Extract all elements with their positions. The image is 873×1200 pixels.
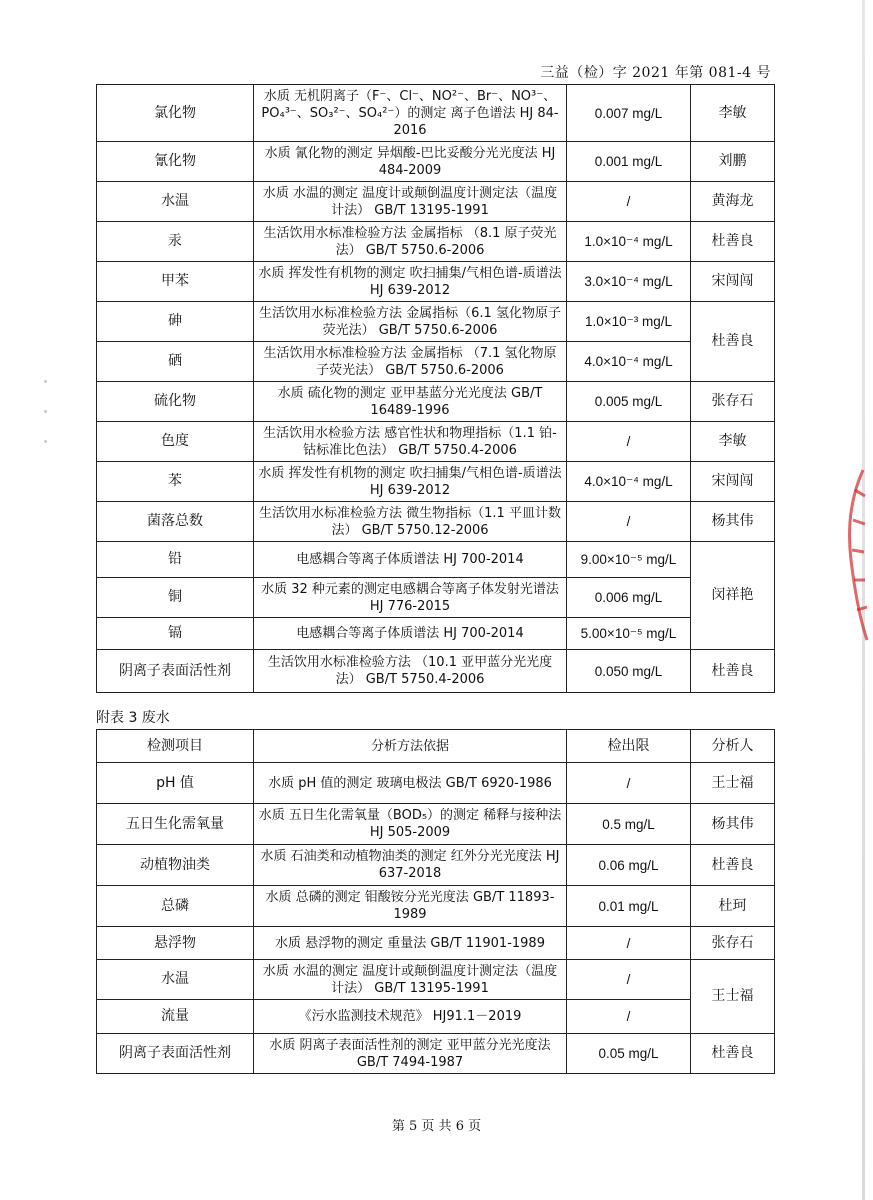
analyst-cell: 杜善良 xyxy=(691,222,775,262)
wastewater-methods-table xyxy=(96,729,775,1074)
method-cell: 水质 氰化物的测定 异烟酸-巴比妥酸分光光度法 HJ 484-2009 xyxy=(254,142,567,182)
limit-cell: 4.0×10⁻⁴ mg/L xyxy=(567,462,691,502)
analyst-cell: 王士福 xyxy=(691,763,775,804)
analyst-cell: 杨其伟 xyxy=(691,804,775,845)
table-row xyxy=(97,578,775,618)
limit-cell: / xyxy=(567,763,691,804)
limit-cell: 9.00×10⁻⁵ mg/L xyxy=(567,542,691,578)
analyst-cell: 宋闯闯 xyxy=(691,262,775,302)
item-cell: 氰化物 xyxy=(97,142,254,182)
table-row xyxy=(97,618,775,650)
item-cell: 镉 xyxy=(97,618,254,650)
method-cell: 水质 无机阴离子（F⁻、Cl⁻、NO²⁻、Br⁻、NO³⁻、PO₄³⁻、SO₃²⁻、SO₄²⁻）的测定 离子色谱法 HJ 84-2016 xyxy=(254,85,567,142)
table-row xyxy=(97,142,775,182)
method-cell: 生活饮用水标准检验方法 （10.1 亚甲蓝分光光度法） GB/T 5750.4-2006 xyxy=(254,650,567,693)
table-row xyxy=(97,222,775,262)
item-cell: 铅 xyxy=(97,542,254,578)
table-row xyxy=(97,502,775,542)
item-cell: 甲苯 xyxy=(97,262,254,302)
analyst-cell: 王士福 xyxy=(691,960,775,1034)
column-header-item: 检测项目 xyxy=(97,730,254,763)
limit-cell: 0.06 mg/L xyxy=(567,845,691,886)
item-cell: 阴离子表面活性剂 xyxy=(97,1034,254,1074)
analyst-cell: 闵祥艳 xyxy=(691,542,775,650)
item-cell: 苯 xyxy=(97,462,254,502)
scan-mark xyxy=(44,410,47,413)
analyst-cell: 黄海龙 xyxy=(691,182,775,222)
analyst-cell: 杜善良 xyxy=(691,650,775,693)
table-row xyxy=(97,763,775,804)
scan-mark xyxy=(44,380,47,383)
method-cell: 水质 石油类和动植物油类的测定 红外分光光度法 HJ 637-2018 xyxy=(254,845,567,886)
limit-cell: 0.006 mg/L xyxy=(567,578,691,618)
method-cell: 水质 32 种元素的测定电感耦合等离子体发射光谱法 HJ 776-2015 xyxy=(254,578,567,618)
analyst-cell: 杜珂 xyxy=(691,886,775,927)
method-cell: 水质 挥发性有机物的测定 吹扫捕集/气相色谱-质谱法 HJ 639-2012 xyxy=(254,462,567,502)
table-row xyxy=(97,886,775,927)
limit-cell: 0.5 mg/L xyxy=(567,804,691,845)
item-cell: 总磷 xyxy=(97,886,254,927)
table-row xyxy=(97,85,775,142)
analyst-cell: 宋闯闯 xyxy=(691,462,775,502)
analyst-cell: 张存石 xyxy=(691,382,775,422)
limit-cell: / xyxy=(567,502,691,542)
method-cell: 水质 总磷的测定 钼酸铵分光光度法 GB/T 11893-1989 xyxy=(254,886,567,927)
method-cell: 生活饮用水标准检验方法 金属指标 （8.1 原子荧光法） GB/T 5750.6-2006 xyxy=(254,222,567,262)
table-row xyxy=(97,927,775,960)
item-cell: 动植物油类 xyxy=(97,845,254,886)
item-cell: 铜 xyxy=(97,578,254,618)
method-cell: 生活饮用水标准检验方法 金属指标（6.1 氢化物原子荧光法） GB/T 5750.6-2006 xyxy=(254,302,567,342)
analyst-cell: 杨其伟 xyxy=(691,502,775,542)
limit-cell: 5.00×10⁻⁵ mg/L xyxy=(567,618,691,650)
limit-cell: 0.01 mg/L xyxy=(567,886,691,927)
table-row xyxy=(97,650,775,693)
section-title-wastewater: 附表 3 废水 xyxy=(96,710,170,726)
item-cell: 色度 xyxy=(97,422,254,462)
limit-cell: 3.0×10⁻⁴ mg/L xyxy=(567,262,691,302)
item-cell: 阴离子表面活性剂 xyxy=(97,650,254,693)
column-header-method: 分析方法依据 xyxy=(254,730,567,763)
item-cell: 砷 xyxy=(97,302,254,342)
limit-cell: / xyxy=(567,1000,691,1034)
item-cell: 水温 xyxy=(97,960,254,1000)
limit-cell: 0.001 mg/L xyxy=(567,142,691,182)
limit-cell: / xyxy=(567,422,691,462)
scan-mark xyxy=(44,440,47,443)
limit-cell: 0.05 mg/L xyxy=(567,1034,691,1074)
table-row xyxy=(97,1034,775,1074)
method-cell: 生活饮用水标准检验方法 金属指标 （7.1 氢化物原子荧光法） GB/T 5750.6-2006 xyxy=(254,342,567,382)
analyst-cell: 李敏 xyxy=(691,85,775,142)
table-row xyxy=(97,262,775,302)
analyst-cell: 张存石 xyxy=(691,927,775,960)
limit-cell: / xyxy=(567,927,691,960)
table-row xyxy=(97,542,775,578)
column-header-limit: 检出限 xyxy=(567,730,691,763)
drinking-water-methods-table xyxy=(96,84,775,693)
method-cell: 水质 水温的测定 温度计或颠倒温度计测定法（温度计法） GB/T 13195-1991 xyxy=(254,182,567,222)
method-cell: 生活饮用水检验方法 感官性状和物理指标（1.1 铂-钴标准比色法） GB/T 5750.4-2006 xyxy=(254,422,567,462)
method-cell: 水质 悬浮物的测定 重量法 GB/T 11901-1989 xyxy=(254,927,567,960)
item-cell: 水温 xyxy=(97,182,254,222)
method-cell: 水质 硫化物的测定 亚甲基蓝分光光度法 GB/T 16489-1996 xyxy=(254,382,567,422)
limit-cell: / xyxy=(567,182,691,222)
table-row xyxy=(97,960,775,1000)
method-cell: 电感耦合等离子体质谱法 HJ 700-2014 xyxy=(254,618,567,650)
red-stamp-fragment xyxy=(833,450,873,650)
method-cell: 水质 阴离子表面活性剂的测定 亚甲蓝分光光度法 GB/T 7494-1987 xyxy=(254,1034,567,1074)
limit-cell: 0.005 mg/L xyxy=(567,382,691,422)
method-cell: 水质 pH 值的测定 玻璃电极法 GB/T 6920-1986 xyxy=(254,763,567,804)
analyst-cell: 刘鹏 xyxy=(691,142,775,182)
table-row xyxy=(97,302,775,342)
table-row xyxy=(97,1000,775,1034)
document-number: 三益（检）字 2021 年第 081-4 号 xyxy=(540,65,771,81)
item-cell: 汞 xyxy=(97,222,254,262)
limit-cell: 0.007 mg/L xyxy=(567,85,691,142)
page-number: 第 5 页 共 6 页 xyxy=(391,1119,482,1134)
analyst-cell: 杜善良 xyxy=(691,1034,775,1074)
item-cell: 五日生化需氧量 xyxy=(97,804,254,845)
table-row xyxy=(97,462,775,502)
table-row xyxy=(97,804,775,845)
item-cell: 流量 xyxy=(97,1000,254,1034)
method-cell: 电感耦合等离子体质谱法 HJ 700-2014 xyxy=(254,542,567,578)
analyst-cell: 杜善良 xyxy=(691,302,775,382)
limit-cell: 0.050 mg/L xyxy=(567,650,691,693)
method-cell: 《污水监测技术规范》 HJ91.1－2019 xyxy=(254,1000,567,1034)
analyst-cell: 李敏 xyxy=(691,422,775,462)
limit-cell: 4.0×10⁻⁴ mg/L xyxy=(567,342,691,382)
item-cell: 菌落总数 xyxy=(97,502,254,542)
item-cell: 氯化物 xyxy=(97,85,254,142)
table-row xyxy=(97,342,775,382)
table-row xyxy=(97,182,775,222)
column-header-analyst: 分析人 xyxy=(691,730,775,763)
item-cell: 硒 xyxy=(97,342,254,382)
item-cell: 硫化物 xyxy=(97,382,254,422)
method-cell: 水质 挥发性有机物的测定 吹扫捕集/气相色谱-质谱法 HJ 639-2012 xyxy=(254,262,567,302)
method-cell: 水质 五日生化需氧量（BOD₅）的测定 稀释与接种法 HJ 505-2009 xyxy=(254,804,567,845)
method-cell: 生活饮用水标准检验方法 微生物指标（1.1 平皿计数法） GB/T 5750.12-2006 xyxy=(254,502,567,542)
table-row xyxy=(97,845,775,886)
table-header-row xyxy=(97,730,775,763)
method-cell: 水质 水温的测定 温度计或颠倒温度计测定法（温度计法） GB/T 13195-1991 xyxy=(254,960,567,1000)
limit-cell: 1.0×10⁻³ mg/L xyxy=(567,302,691,342)
item-cell: pH 值 xyxy=(97,763,254,804)
limit-cell: / xyxy=(567,960,691,1000)
limit-cell: 1.0×10⁻⁴ mg/L xyxy=(567,222,691,262)
item-cell: 悬浮物 xyxy=(97,927,254,960)
analyst-cell: 杜善良 xyxy=(691,845,775,886)
table-row xyxy=(97,422,775,462)
table-row xyxy=(97,382,775,422)
